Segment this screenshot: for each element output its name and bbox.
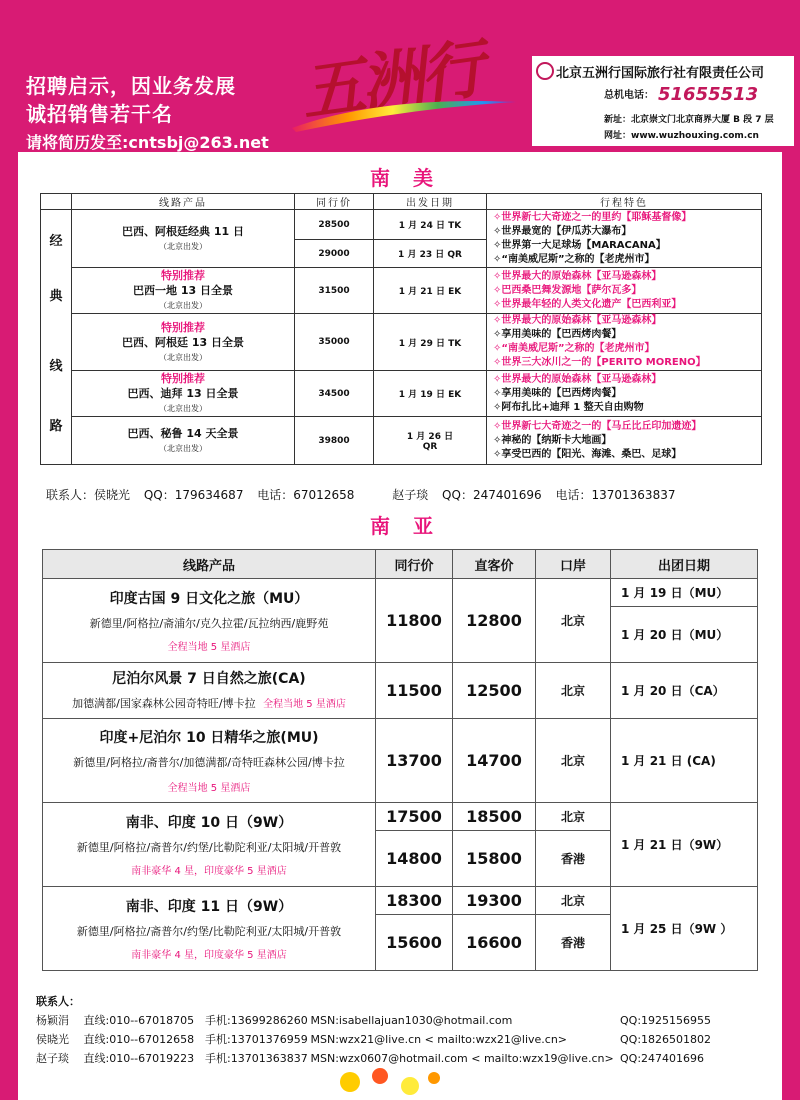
recruitment-notice	[26, 72, 269, 153]
col-header-port: 口岸	[536, 550, 611, 579]
direct-price: 12800	[453, 579, 536, 663]
direct-price: 16600	[453, 915, 536, 971]
tour-date: 1 月 25 日（9W ）	[611, 887, 758, 971]
company-website[interactable]: 网址：www.wuzhouxing.com.cn	[604, 131, 759, 141]
table-row[interactable]	[43, 719, 758, 803]
tour-date: 1 月 21 日 (CA)	[611, 719, 758, 803]
col-header-product: 线路产品	[72, 194, 295, 210]
departure-date: 1 月 19 日 EK	[374, 371, 487, 417]
col-header-product: 线路产品	[43, 550, 376, 579]
table-row[interactable]	[43, 887, 758, 915]
firework-decoration-icon	[330, 1060, 450, 1100]
section-title-south-america: 南 美	[370, 166, 441, 190]
south-asia-table	[42, 549, 758, 971]
tour-date: 1 月 20 日（MU）	[611, 607, 758, 663]
port: 香港	[536, 831, 611, 887]
port: 北京	[536, 887, 611, 915]
departure-date: 1 月 23 日 QR	[374, 240, 487, 268]
features-cell: ✧世界新七大奇迹之一的里约【耶稣基督像】 ✧世界最宽的【伊瓜苏大瀑布】 ✧世界第一大足球场【MARACANA】 ✧“南美威尼斯”之称的【老虎州市】	[487, 210, 762, 268]
direct-price: 18500	[453, 803, 536, 831]
peer-price: 29000	[295, 240, 374, 268]
content-panel	[18, 152, 782, 1100]
departure-date: 1 月 21 日 EK	[374, 268, 487, 314]
table-header-row	[41, 194, 762, 210]
features-cell: ✧世界最大的原始森林【亚马逊森林】 ✧巴西桑巴舞发源地【萨尔瓦多】 ✧世界最年轻的人类文化遗产【巴西利亚】	[487, 268, 762, 314]
company-address: 新址：北京崇文门北京商界大厦 B 段 7 层	[604, 115, 774, 125]
port: 北京	[536, 719, 611, 803]
contact-row: 侯晓光 直线:010--67012658 手机:13701376959 MSN:wzx21@live.cn < mailto:wzx21@live.cn> QQ:1826501802	[36, 1033, 712, 1046]
departure-date: 1 月 29 日 TK	[374, 314, 487, 371]
direct-price: 15800	[453, 831, 536, 887]
peer-price: 15600	[376, 915, 453, 971]
peer-price: 39800	[295, 417, 374, 465]
port: 北京	[536, 803, 611, 831]
peer-price: 14800	[376, 831, 453, 887]
company-logo-icon	[536, 62, 554, 80]
recruit-line-1: 招聘启示，因业务发展	[26, 74, 236, 98]
table-row[interactable]	[43, 803, 758, 831]
side-label: 经 典 线 路	[41, 210, 72, 465]
phone-number: 51655513	[658, 84, 759, 105]
product-cell: 印度古国 9 日文化之旅（MU） 新德里/阿格拉/斋浦尔/克久拉霍/瓦拉纳西/鹿野苑 全程当地 5 星酒店	[43, 579, 376, 663]
south-america-contact: 联系人：侯晓光 QQ：179634687 电话：67012658 赵子琰 QQ：247401696 电话：13701363837	[46, 488, 676, 502]
peer-price: 11500	[376, 663, 453, 719]
peer-price: 31500	[295, 268, 374, 314]
tour-date: 1 月 19 日（MU）	[611, 579, 758, 607]
south-america-table	[40, 193, 762, 465]
section-title-south-asia: 南 亚	[370, 514, 441, 538]
product-cell: 南非、印度 11 日（9W） 新德里/阿格拉/斋普尔/约堡/比勒陀利亚/太阳城/开普敦 南非豪华 4 星，印度豪华 5 星酒店	[43, 887, 376, 971]
col-header-peer-price: 同行价	[376, 550, 453, 579]
peer-price: 11800	[376, 579, 453, 663]
rainbow-swoosh-icon	[290, 92, 520, 132]
company-info	[532, 56, 794, 146]
product-cell: 特别推荐 巴西、阿根廷 13 日全景 （北京出发）	[72, 314, 295, 371]
col-header-direct-price: 直客价	[453, 550, 536, 579]
departure-date: 1 月 24 日 TK	[374, 210, 487, 240]
table-header-row	[43, 550, 758, 579]
company-name: 北京五洲行国际旅行社有限责任公司	[536, 62, 764, 81]
contact-label: 联系人：	[36, 995, 80, 1008]
tour-date: 1 月 21 日（9W）	[611, 803, 758, 887]
company-phone: 总机电话： 51655513	[604, 84, 759, 105]
product-cell: 南非、印度 10 日（9W） 新德里/阿格拉/斋普尔/约堡/比勒陀利亚/太阳城/开普敦 南非豪华 4 星，印度豪华 5 星酒店	[43, 803, 376, 887]
direct-price: 14700	[453, 719, 536, 803]
features-cell: ✧世界最大的原始森林【亚马逊森林】 ✧享用美味的【巴西烤肉餐】 ✧“南美威尼斯”之称的【老虎州市】 ✧世界三大冰川之一的【PERITO MORENO】	[487, 314, 762, 371]
peer-price: 17500	[376, 803, 453, 831]
direct-price: 12500	[453, 663, 536, 719]
product-cell: 特别推荐 巴西、迪拜 13 日全景 （北京出发）	[72, 371, 295, 417]
product-cell: 尼泊尔风景 7 日自然之旅(CA) 加德满都/国家森林公园奇特旺/博卡拉 全程当地 5 星酒店	[43, 663, 376, 719]
table-row[interactable]	[41, 371, 762, 417]
features-cell: ✧世界新七大奇迹之一的【马丘比丘印加遗迹】 ✧神秘的【纳斯卡大地画】 ✧享受巴西的【阳光、海滩、桑巴、足球】	[487, 417, 762, 465]
peer-price: 34500	[295, 371, 374, 417]
col-header-features: 行程特色	[487, 194, 762, 210]
table-row[interactable]	[41, 268, 762, 314]
table-row[interactable]	[41, 210, 762, 240]
contact-list	[36, 992, 711, 1068]
recruit-email[interactable]: 请将简历发至:cntsbj@263.net	[26, 133, 269, 152]
product-cell: 巴西、秘鲁 14 天全景 （北京出发）	[72, 417, 295, 465]
peer-price: 35000	[295, 314, 374, 371]
product-cell: 巴西、阿根廷经典 11 日 （北京出发）	[72, 210, 295, 268]
features-cell: ✧世界最大的原始森林【亚马逊森林】 ✧享用美味的【巴西烤肉餐】 ✧阿布扎比+迪拜 1 整天自由购物	[487, 371, 762, 417]
direct-price: 19300	[453, 887, 536, 915]
col-header-tour-date: 出团日期	[611, 550, 758, 579]
table-row[interactable]	[41, 417, 762, 465]
peer-price: 18300	[376, 887, 453, 915]
col-header-date: 出发日期	[374, 194, 487, 210]
product-cell: 印度+尼泊尔 10 日精华之旅(MU) 新德里/阿格拉/斋普尔/加德满都/奇特旺森林公园/博卡拉 全程当地 5 星酒店	[43, 719, 376, 803]
tour-date: 1 月 20 日（CA）	[611, 663, 758, 719]
col-header-peer-price: 同行价	[295, 194, 374, 210]
port: 香港	[536, 915, 611, 971]
table-row[interactable]	[41, 314, 762, 371]
contact-row: 杨颖涓 直线:010--67018705 手机:13699286260 MSN:isabellajuan1030@hotmail.com QQ:1925156955	[36, 1014, 712, 1027]
peer-price: 13700	[376, 719, 453, 803]
port: 北京	[536, 663, 611, 719]
table-row[interactable]	[43, 579, 758, 607]
contact-row: 赵子琰 直线:010--67019223 手机:13701363837 MSN:wzx0607@hotmail.com < mailto:wzx19@live.cn> QQ:247401696	[36, 1052, 705, 1065]
table-row[interactable]	[43, 663, 758, 719]
peer-price: 28500	[295, 210, 374, 240]
brand-logo: 五洲行	[296, 31, 486, 132]
product-cell: 特别推荐 巴西一地 13 日全景 （北京出发）	[72, 268, 295, 314]
port: 北京	[536, 579, 611, 663]
header	[0, 0, 800, 150]
recruit-line-2: 诚招销售若干名	[26, 102, 173, 126]
departure-date: 1 月 26 日 QR	[374, 417, 487, 465]
